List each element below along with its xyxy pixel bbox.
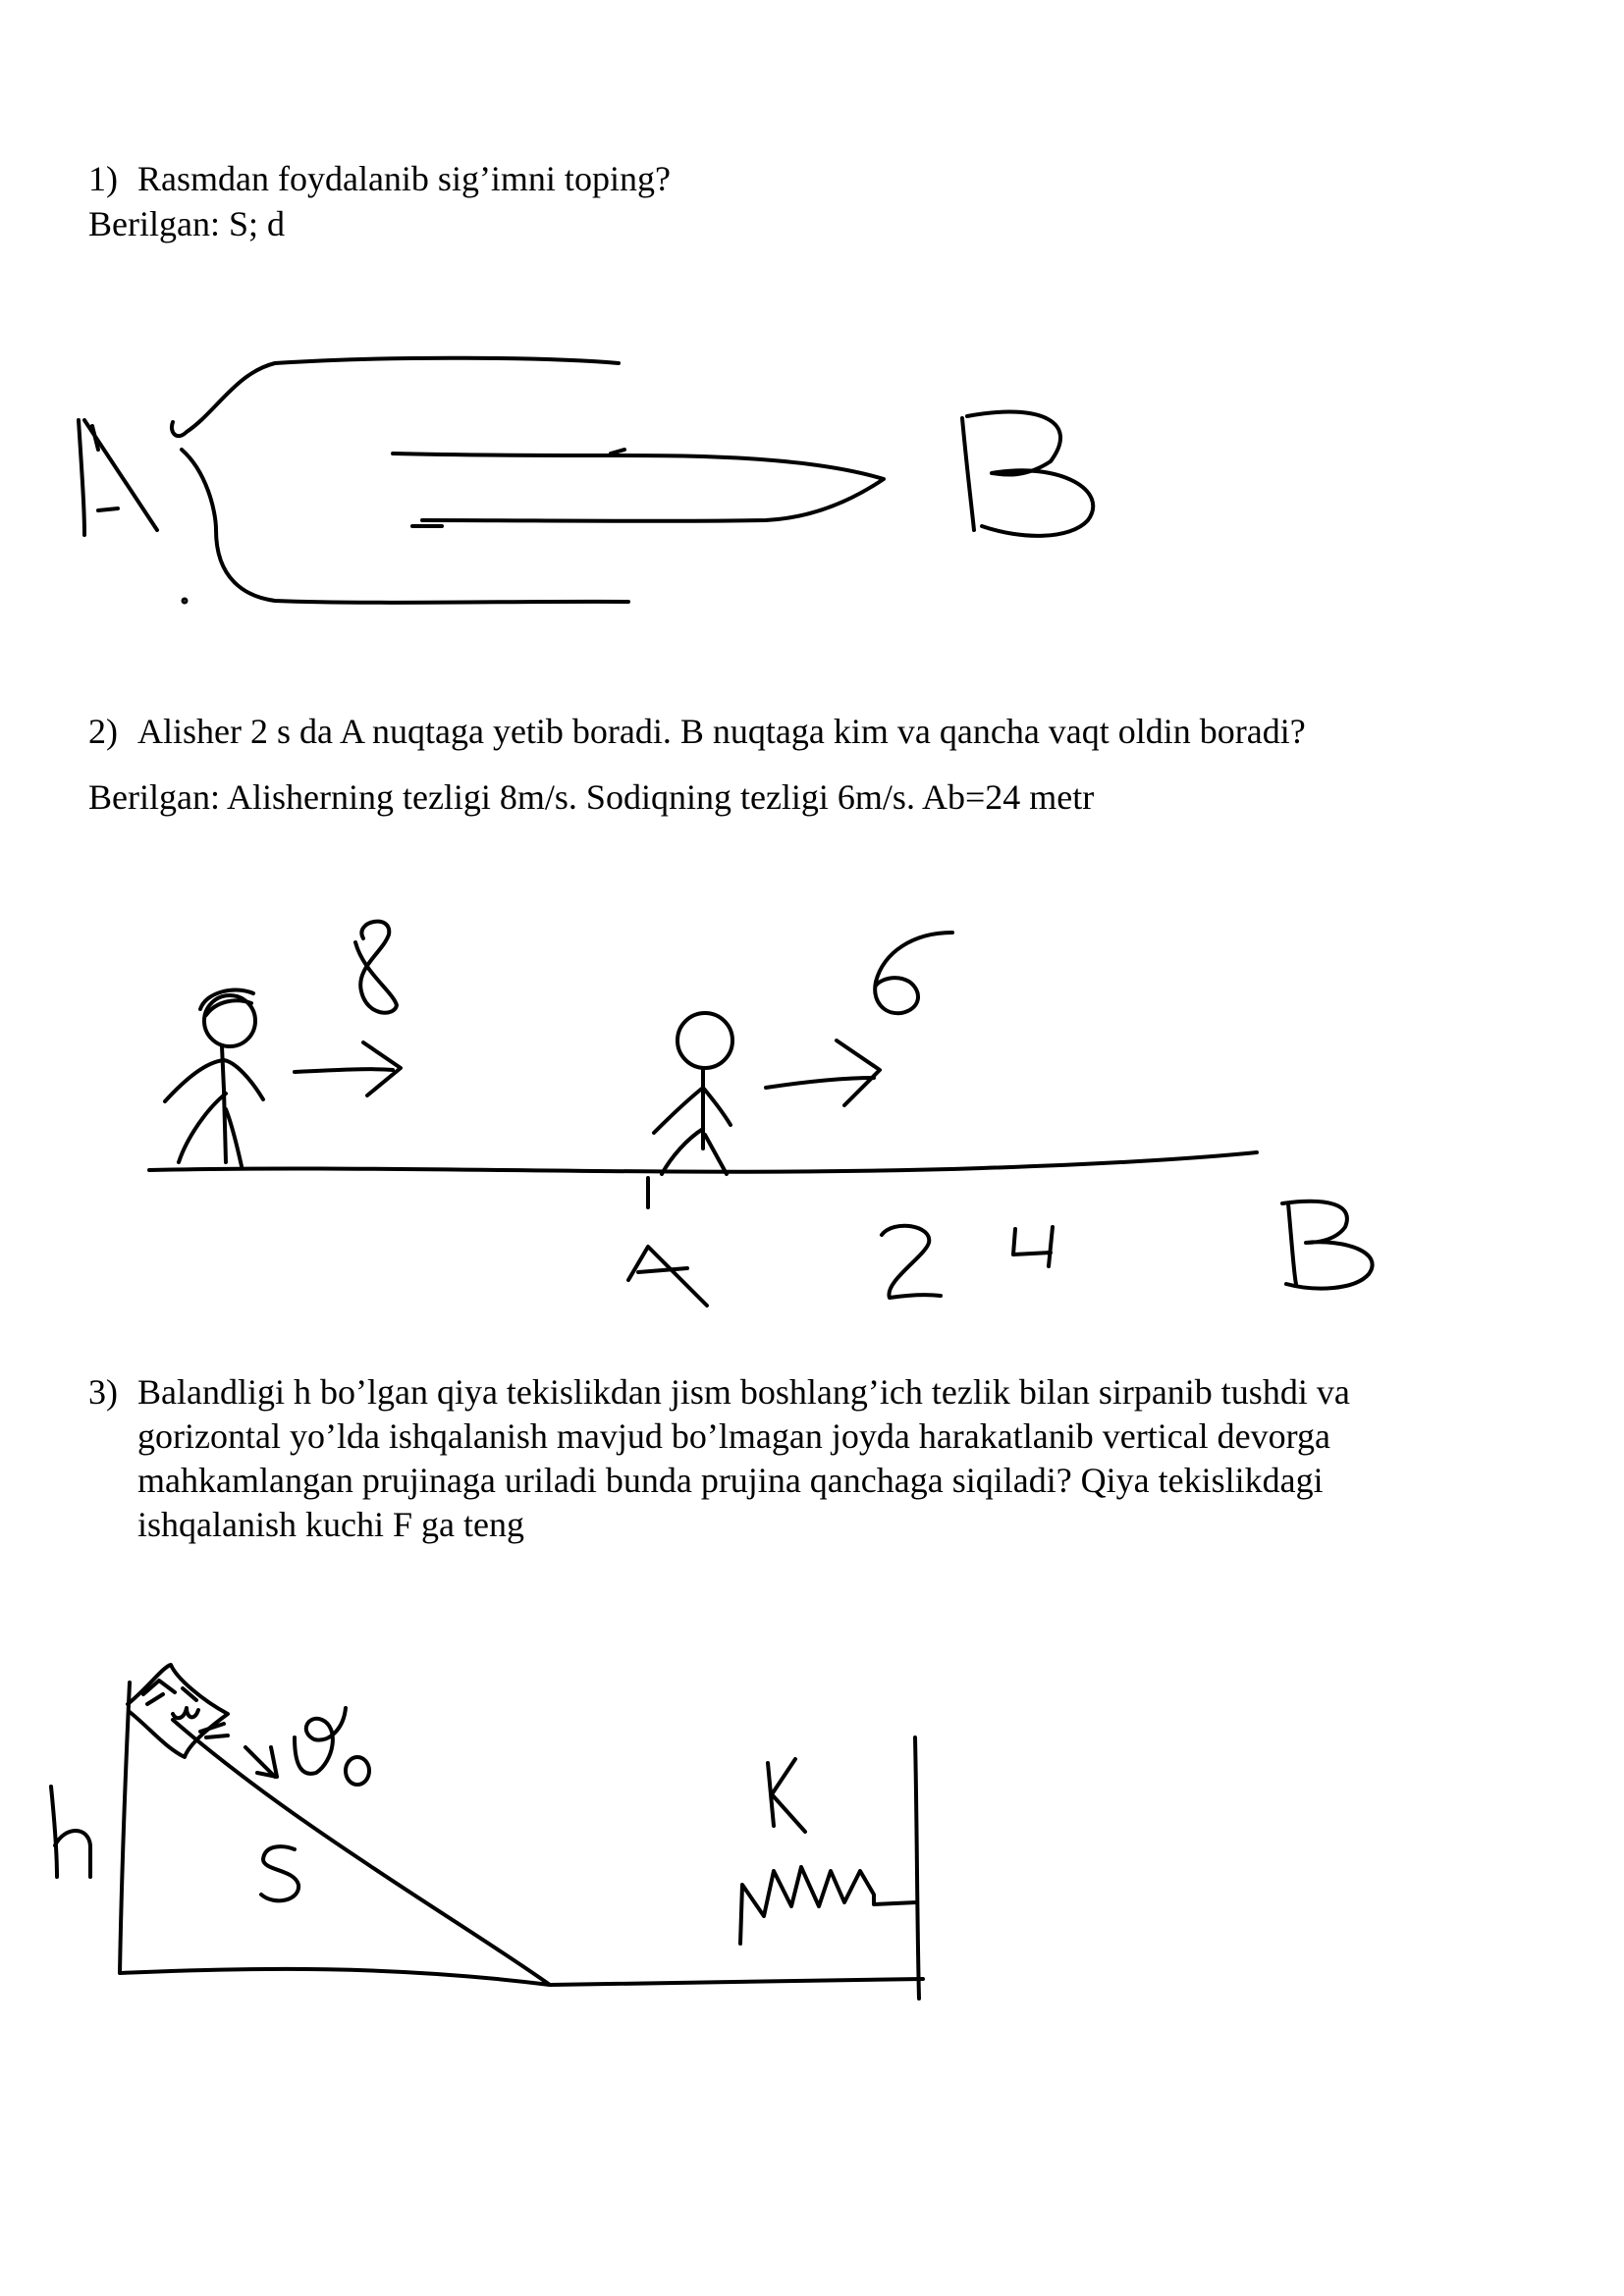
wall xyxy=(915,1737,919,1999)
problem3-line-4: ishqalanish kuchi F ga teng xyxy=(137,1505,524,1544)
incline-spring-figure xyxy=(0,1649,1624,2042)
label-b-glyph xyxy=(1282,1201,1373,1289)
velocity-label-glyph xyxy=(295,1708,346,1774)
digit-8-glyph xyxy=(355,922,397,1013)
label-a-glyph xyxy=(628,1247,707,1306)
problem2-given: Berilgan: Alisherning tezligi 8m/s. Sodiqning tezligi 6m/s. Ab=24 metr xyxy=(88,777,1095,817)
arrow-right-icon xyxy=(766,1041,880,1105)
spring-label-glyph xyxy=(768,1759,805,1832)
block-m xyxy=(128,1665,228,1757)
outer-plate xyxy=(172,358,628,603)
label-b-glyph xyxy=(962,412,1093,536)
slope-label-glyph xyxy=(261,1846,298,1900)
ground-line xyxy=(149,1152,1257,1172)
inner-plate xyxy=(393,454,884,521)
height-label-glyph xyxy=(51,1787,90,1877)
digit-6-glyph xyxy=(875,933,952,1013)
problem2-number: 2) xyxy=(88,712,118,751)
runner-left-figure xyxy=(165,990,263,1166)
race-figure xyxy=(0,913,1624,1345)
floor-line xyxy=(550,1979,923,1985)
spring xyxy=(740,1867,917,1944)
problem3-text xyxy=(137,1370,1512,1547)
problem3-line-1: Balandligi h bo’lgan qiya tekislikdan jism boshlang’ich tezlik bilan sirpanib tushdi va xyxy=(137,1372,1350,1412)
arrow-left-icon xyxy=(295,1042,401,1095)
incline-plane xyxy=(120,1682,550,1985)
distance-glyph xyxy=(882,1226,1053,1298)
problem1-given: Berilgan: S; d xyxy=(88,204,285,243)
capacitor-figure xyxy=(0,334,1624,667)
problem1-number: 1) xyxy=(88,159,118,198)
problem1-question: Rasmdan foydalanib sig’imni toping? xyxy=(137,159,671,198)
problem3-line-2: gorizontal yo’lda ishqalanish mavjud bo’lmagan joyda harakatlanib vertical devorga xyxy=(137,1416,1330,1456)
problem3-line-3: mahkamlangan prujinaga uriladi bunda prujina qanchaga siqiladi? Qiya tekislikdagi xyxy=(137,1461,1324,1500)
problem2-question: Alisher 2 s da A nuqtaga yetib boradi. B nuqtaga kim va qancha vaqt oldin boradi? xyxy=(137,712,1306,751)
runner-right-figure xyxy=(654,1013,732,1174)
problem3-number: 3) xyxy=(88,1372,118,1412)
label-a-glyph xyxy=(79,420,157,535)
